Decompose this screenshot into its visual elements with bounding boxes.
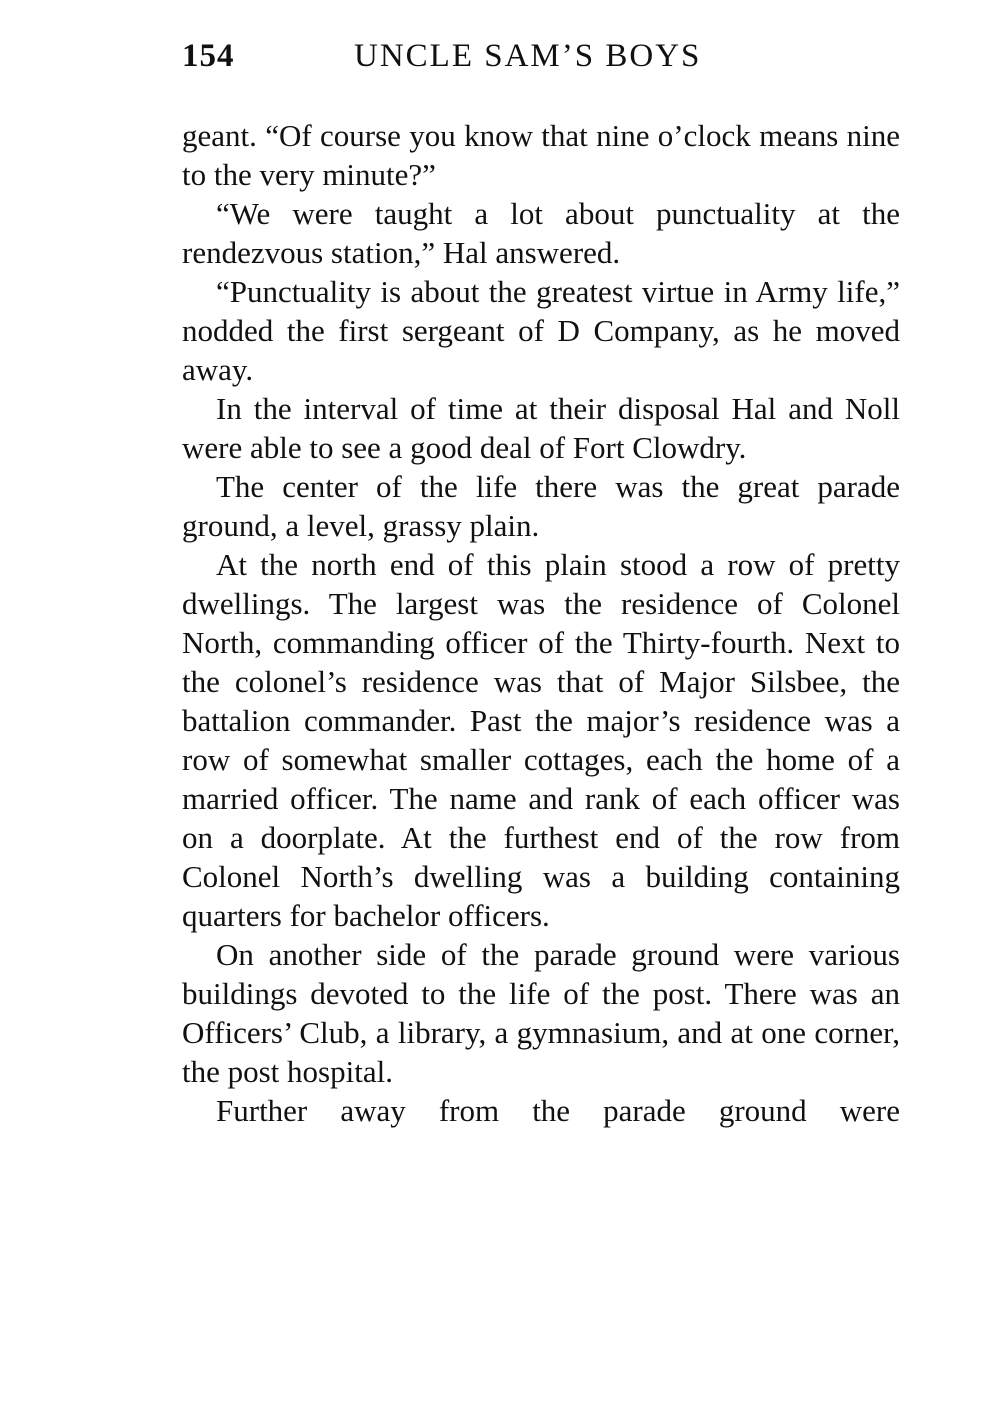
paragraph-3: “Punctuality is about the greatest virtue in Army life,” nodded the first sergeant of D Company, as he moved away. [182,274,900,387]
paragraph-8: Further away from the parade ground were [216,1093,900,1128]
paragraph-2: “We were taught a lot about punctuality at the rendezvous station,” Hal answered. [182,196,900,270]
body-text [182,116,900,1130]
paragraph-5: The center of the life there was the great parade ground, a level, grassy plain. [182,469,900,543]
paragraph-6: At the north end of this plain stood a row of pretty dwellings. The largest was the residence of Colonel North, commanding officer of the Thirty-fourth. Next to the colonel’s residence was that of Major Silsbee, the battalion commander. Past the major’s residence was a row of somewhat smaller cottages, each the home of a married officer. The name and rank of each officer was on a doorplate. At the furthest end of the row from Colonel North’s dwelling was a building containing quarters for bachelor officers. [182,547,900,933]
page-number: 154 [182,38,235,74]
paragraph-4: In the interval of time at their disposal Hal and Noll were able to see a good deal of Fort Clowdry. [182,391,900,465]
paragraph-7: On another side of the parade ground were various buildings devoted to the life of the post. There was an Officers’ Club, a library, a gymnasium, and at one corner, the post hospital. [182,937,900,1089]
paragraph-1: geant. “Of course you know that nine o’clock means nine to the very minute?” [182,118,900,192]
running-head [182,34,742,78]
running-title: UNCLE SAM’S BOYS [354,38,702,74]
